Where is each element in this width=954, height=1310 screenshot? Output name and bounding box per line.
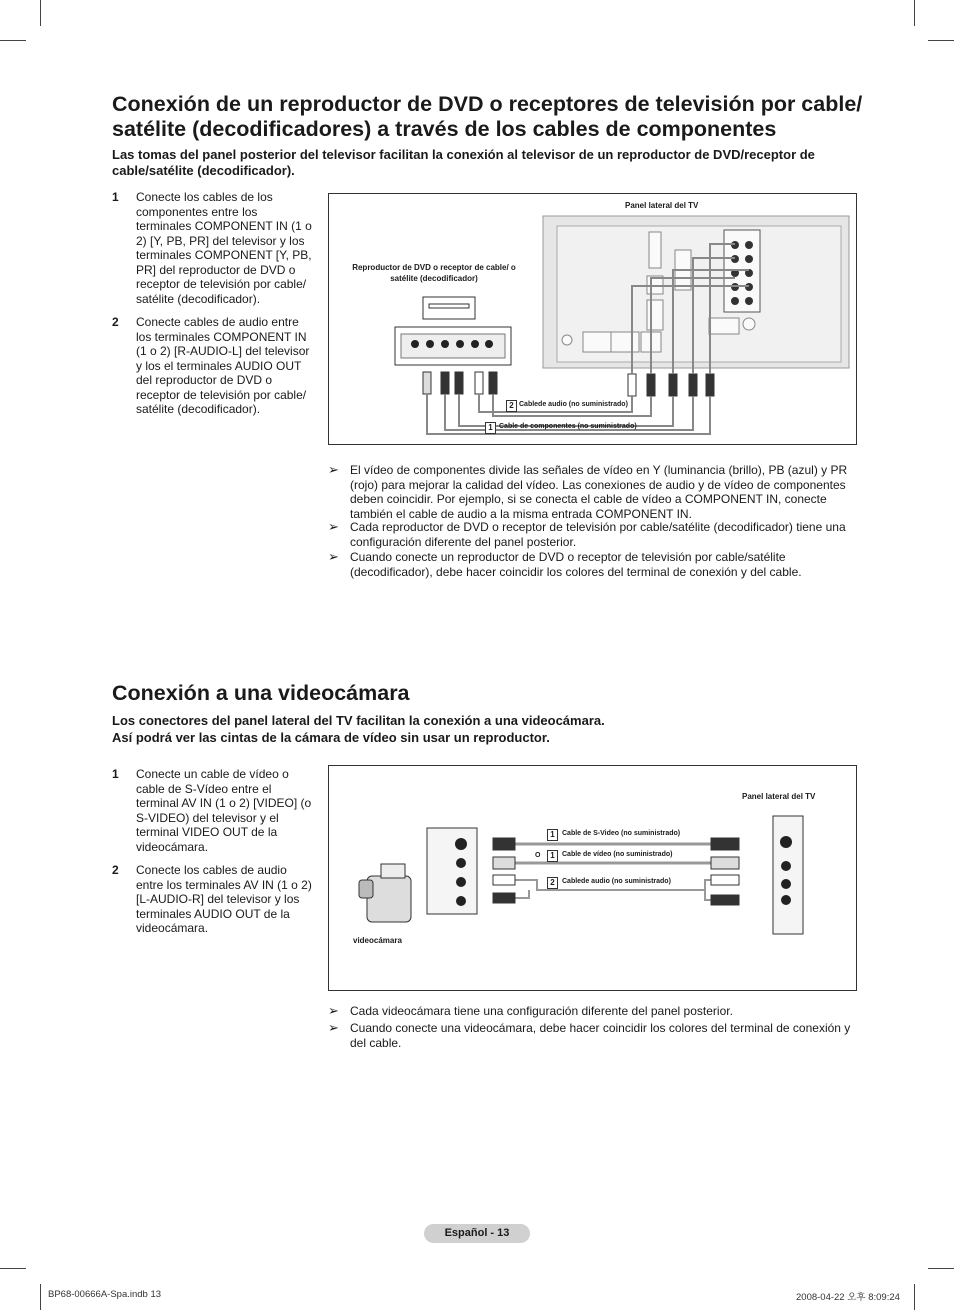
note-arrow-icon: ➢ [328,1003,339,1018]
camcorder-connection-diagram [328,765,857,991]
crop-mark [928,1268,954,1269]
step-number: 2 [112,315,119,329]
device-label: Reproductor de DVD o receptor de cable/ o satélite (decodificador) [352,263,516,283]
section2-subtitle-1: Los conectores del panel lateral del TV facilitan la conexión a una videocámara. [112,713,605,728]
section2-subtitle-2: Así podrá ver las cintas de la cámara de vídeo sin usar un reproductor. [112,730,550,745]
crop-mark [0,1268,26,1269]
video-cable-label: Cable de vídeo (no suministrado) [562,851,673,858]
audio-cable-number: 2 [547,877,558,889]
step-text: Conecte cables de audio entre los terminales COMPONENT IN (1 o 2) [R-AUDIO-L] del televisor y los el terminales AUDIO OUT del reproductor de DVD o receptor de televisión por cable/ satélite (decodificador). [136,315,310,416]
section2-note-1 [328,1004,858,1020]
note-arrow-icon: ➢ [328,462,339,477]
crop-mark [914,0,915,26]
step-number: 1 [112,767,119,781]
tv-panel-label: Panel lateral del TV [742,792,816,801]
dvd-connection-diagram [328,193,857,445]
file-name: BP68-00666A-Spa.indb 13 [48,1289,162,1300]
section1-note-1 [328,463,858,521]
video-cable-number: 1 [547,850,558,862]
camcorder-label: videocámara [353,936,402,945]
step-number: 2 [112,863,119,877]
note-arrow-icon: ➢ [328,519,339,534]
or-label: O [535,852,541,859]
note-text: Cuando conecte un reproductor de DVD o receptor de televisión por cable/satélite (decodificador), debe hacer coincidir los colores del terminal de conexión y del cable. [350,550,802,579]
audio-cable-label: Cablede audio (no suministrado) [562,878,671,885]
section1-note-2 [328,520,858,550]
crop-mark [928,40,954,41]
component-cable-label: Cable de componentes (no suministrado) [499,423,637,430]
section2-step-2 [112,863,322,938]
note-text: Cada reproductor de DVD o receptor de televisión por cable/satélite (decodificador) tiene una configuración diferente del panel posterior. [350,520,846,549]
section1-subtitle: Las tomas del panel posterior del televisor facilitan la conexión al televisor de un reproductor de DVD/receptor de cable/satélite (decodificador). [112,147,815,178]
note-text: Cada videocámara tiene una configuración diferente del panel posterior. [350,1004,733,1018]
page-number-badge: Español - 13 [424,1224,530,1243]
tv-panel-label: Panel lateral del TV [625,201,699,210]
crop-mark [40,0,41,26]
section2-note-2 [328,1021,858,1051]
section1-note-3 [328,550,858,580]
section1-step-2 [112,315,322,425]
note-text: El vídeo de componentes divide las señales de vídeo en Y (luminancia (brillo), PB (azul) y PR (rojo) para mejorar la calidad del vídeo. Las conexiones de audio y de vídeo de componentes deben coincidir. Por ejemplo, si se conecta el cable de vídeo a COMPONENT IN, conecte también el cable de audio a la misma entrada COMPONENT IN. [350,463,848,521]
print-timestamp: 2008-04-22 오후 8:09:24 [796,1292,900,1303]
svideo-cable-label: Cable de S-Video (no suministrado) [562,830,681,837]
audio-cable-label: Cablede audio (no suministrado) [519,401,628,408]
section2-step-1 [112,767,322,857]
step-text: Conecte los cables de audio entre los terminales AV IN (1 o 2) [L-AUDIO-R] del televisor y los terminales AUDIO OUT de la videocámara. [136,863,312,935]
crop-mark [0,40,26,41]
note-arrow-icon: ➢ [328,1020,339,1035]
note-text: Cuando conecte una videocámara, debe hacer coincidir los colores del terminal de conexión y del cable. [350,1021,851,1050]
svideo-cable-number: 1 [547,829,558,841]
crop-mark [40,1284,41,1310]
section1-step-1 [112,190,322,310]
audio-cable-number: 2 [506,400,517,412]
step-text: Conecte un cable de vídeo o cable de S-Vídeo entre el terminal AV IN (1 o 2) [VIDEO] (o S-VIDEO) del televisor y el terminal VIDEO OUT de la videocámara. [136,767,312,854]
crop-mark [914,1284,915,1310]
note-arrow-icon: ➢ [328,549,339,564]
step-text: Conecte los cables de los componentes entre los terminales COMPONENT IN (1 o 2) [Y, PB, PR] del televisor y los terminales COMPONENT [Y, PB, PR] del reproductor de DVD o receptor de televisión por cable/ satélite (decodificador). [136,190,312,306]
section2-title: Conexión a una videocámara [112,681,410,705]
step-number: 1 [112,190,119,204]
section1-title: Conexión de un reproductor de DVD o receptores de televisión por cable/ satélite (decodificadores) a través de los cables de componentes [112,92,863,141]
component-cable-number: 1 [485,422,496,434]
